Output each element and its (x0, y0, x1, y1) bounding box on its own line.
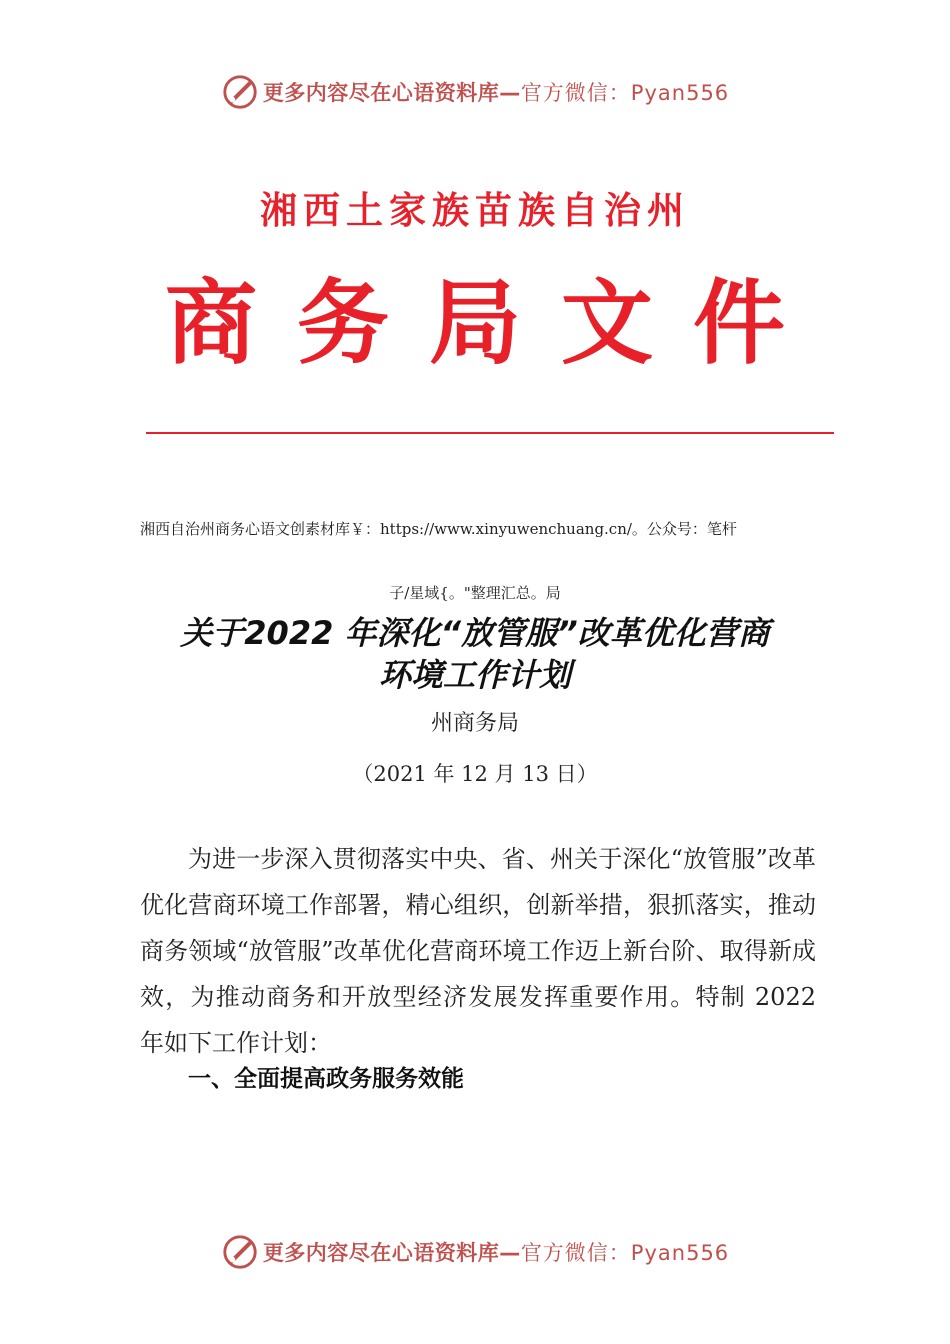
pen-logo-icon (221, 73, 259, 111)
banner-text: 更多内容尽在心语资料库— (262, 1241, 521, 1265)
document-title (0, 612, 950, 696)
red-divider-line (146, 432, 834, 434)
banner-wechat: 官方微信：Pyan556 (520, 81, 730, 105)
section-heading: 一、全面提高政务服务效能 (188, 1066, 464, 1092)
top-banner (0, 70, 950, 114)
pen-logo-icon (221, 1233, 259, 1271)
source-note-line2: 子/星域{。"整理汇总。局 (389, 584, 561, 602)
document-type-heading: 商务局文件 (164, 269, 825, 377)
source-note-line1: 湘西自治州商务心语文创素材库￥：https://www.xinyuwenchuang.cn/。公众号：笔杆 (140, 520, 737, 538)
issue-date: （2021 年 12 月 13 日） (352, 762, 598, 786)
banner-text: 更多内容尽在心语资料库— (262, 81, 521, 105)
issuing-organization: 湘西土家族苗族自治州 (260, 189, 690, 232)
body-paragraph: 为进一步深入贯彻落实中央、省、州关于深化“放管服”改革优化营商环境工作部署，精心组织，创新举措，狠抓落实，推动商务领域“放管服”改革优化营商环境工作迈上新台阶、取得新成效，为推动商务和开放型经济发展发挥重要作用。特制 2022 年如下工作计划： (140, 845, 816, 1057)
document-title-line2: 环境工作计划 (378, 656, 571, 694)
document-title-line1: 关于2022 年深化“放管服”改革优化营商 (180, 614, 770, 652)
banner-wechat: 官方微信：Pyan556 (520, 1241, 730, 1265)
issuer: 州商务局 (430, 711, 519, 736)
bottom-banner (0, 1230, 950, 1274)
